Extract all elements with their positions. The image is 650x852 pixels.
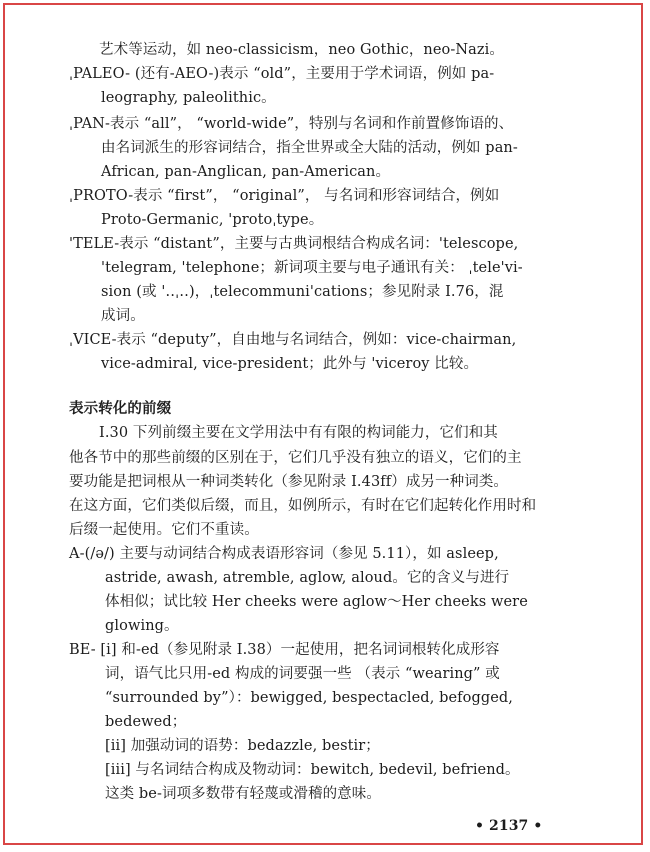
page-frame bbox=[3, 3, 643, 845]
text-line: “surrounded by”）：bewigged, bespectacled, befogged, bbox=[105, 690, 514, 706]
text-line: bedewed； bbox=[105, 714, 187, 730]
entry-pan: ˌPAN-表示 “all”， “world-wide”，特别与名词和作前置修饰语的、 bbox=[69, 116, 514, 132]
text-line: 词，语气比只用-ed 构成的词要强一些 （表示 “wearing” 或 bbox=[105, 666, 500, 682]
entry-vice: ˌVICE-表示 “deputy”，自由地与名词结合，例如：vice-chairman, bbox=[69, 332, 517, 348]
text-line: 后缀一起使用。它们不重读。 bbox=[69, 522, 259, 538]
text-line: 'telegram, 'telephone；新词项主要与电子通讯有关： ˌtele'vi- bbox=[101, 260, 523, 276]
page-number: • 2137 • bbox=[475, 818, 543, 834]
text-line: astride, awash, atremble, aglow, aloud。它的含义与进行 bbox=[105, 570, 510, 586]
text-line: 他各节中的那些前缀的区别在于，它们几乎没有独立的语义，它们的主 bbox=[69, 450, 522, 466]
text-line: African, pan-Anglican, pan-American。 bbox=[101, 164, 391, 180]
text-line: 这类 be-词项多数带有轻蔑或滑稽的意味。 bbox=[105, 786, 381, 802]
entry-proto: ˌPROTO-表示 “first”， “original”， 与名词和形容词结合，例如 bbox=[69, 188, 500, 204]
text-line: sion (或 '‥ˌ‥)，ˌtelecommuni'cations；参见附录 Ⅰ.76，混 bbox=[101, 284, 504, 300]
text-line: glowing。 bbox=[105, 618, 179, 634]
entry-a: A-(/ə/) 主要与动词结合构成表语形容词（参见 5.11），如 asleep, bbox=[69, 546, 499, 562]
entry-be: BE- [i] 和-ed（参见附录 Ⅰ.38）一起使用，把名词词根转化成形容 bbox=[69, 642, 500, 658]
entry-tele: 'TELE-表示 “distant”，主要与古典词根结合构成名词：'telescope, bbox=[69, 236, 519, 252]
text-line: vice-admiral, vice-president；此外与 'viceroy 比较。 bbox=[101, 356, 479, 372]
entry-paleo: ˌPALEO- (还有-AEO-)表示 “old”，主要用于学术词语，例如 pa- bbox=[69, 66, 495, 82]
section-title: 表示转化的前缀 bbox=[69, 401, 172, 417]
text-line: Ⅰ.30 下列前缀主要在文学用法中有有限的构词能力，它们和其 bbox=[99, 425, 498, 441]
text-line: Proto-Germanic, 'protoˌtype。 bbox=[101, 212, 324, 228]
text-line: 在这方面，它们类似后缀，而且，如例所示，有时在它们起转化作用时和 bbox=[69, 498, 537, 514]
text-line: leography, paleolithic。 bbox=[101, 90, 276, 106]
text-line: [iii] 与名词结合构成及物动词：bewitch, bedevil, befriend。 bbox=[105, 762, 520, 778]
text-line: 体相似；试比较 Her cheeks were aglow～Her cheeks were bbox=[105, 594, 528, 610]
text-line: 艺术等运动，如 neo-classicism，neo Gothic，neo-Nazi。 bbox=[99, 42, 504, 58]
book-page bbox=[5, 5, 641, 843]
text-line: 由名词派生的形容词结合，指全世界或全大陆的活动，例如 pan- bbox=[101, 140, 518, 156]
text-line: 要功能是把词根从一种词类转化（参见附录 Ⅰ.43ff）成另一种词类。 bbox=[69, 474, 509, 490]
text-line: [ii] 加强动词的语势：bedazzle, bestir； bbox=[105, 738, 380, 754]
text-line: 成词。 bbox=[101, 308, 145, 324]
